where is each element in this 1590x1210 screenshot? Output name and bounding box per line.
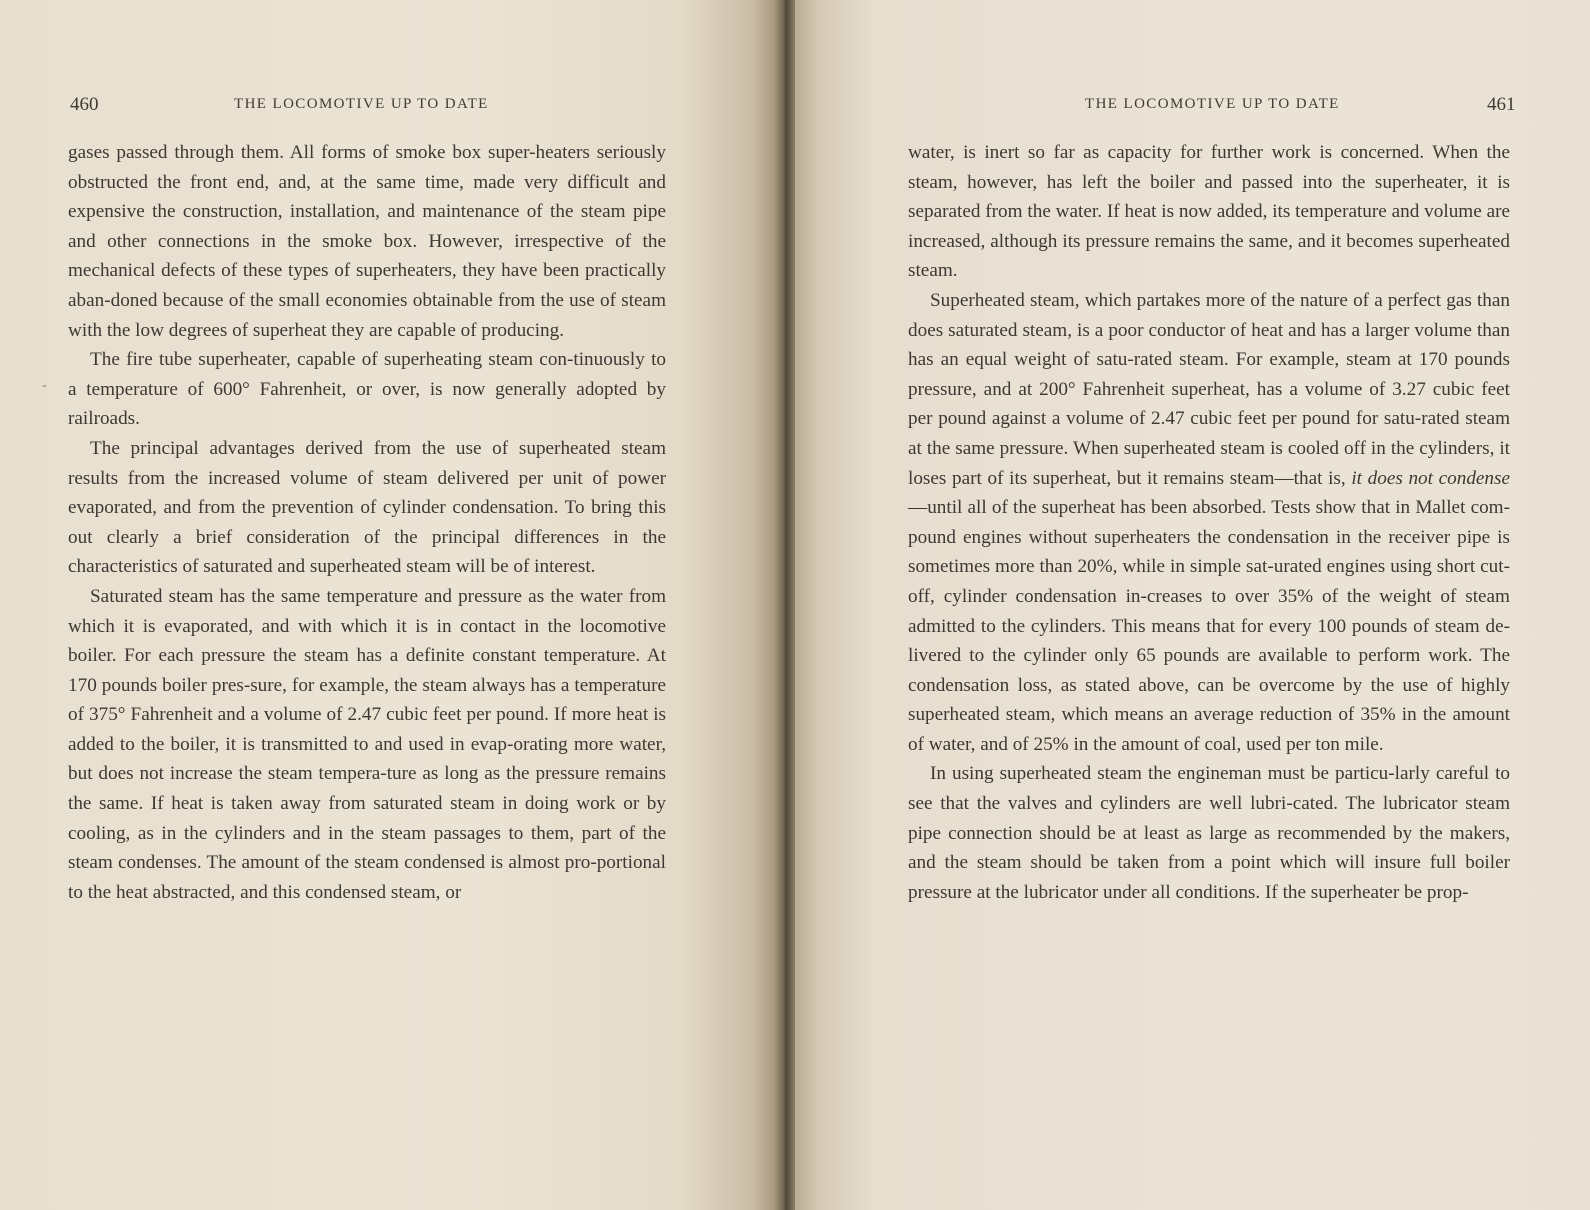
left-paragraph-3: The principal advantages derived from the use of superheated steam results from the increased volume of steam delivered per unit of power evaporated, and from the prevention of cylinder condensation. To bring this out clearly a brief consideration of the principal differences in the characteristics of saturated and superheated steam will be of interest.: [68, 437, 666, 578]
left-paragraph-1: gases passed through them. All forms of smoke box super-heaters seriously obstructed the front end, and, at the same time, made very difficult and expensive the construction, installation, and maintenance of the steam pipe and other connections in the smoke box. However, irrespective of the mechanical defects of these types of superheaters, they have been practically aban-doned because of the small economies obtainable from the use of steam with the low degrees of superheat they are capable of producing.: [68, 142, 666, 341]
right-page: [795, 0, 1590, 1210]
right-paragraph-2-start: Superheated steam, which partakes more of the nature of a perfect gas than does saturated steam, is a poor conductor of heat and has a larger volume than has an equal weight of satu-rated steam. For example, steam at 170 pounds pressure, and at 200° Fahrenheit superheat, has a volume of 3.27 cubic feet per pound against a volume of 2.47 cubic feet per pound for satu-rated steam at the same pressure. When superheated steam is cooled off in the cylinders, it loses part of its superheat, but it remains steam—that is,: [908, 289, 1510, 489]
book-gutter: [775, 0, 795, 1210]
left-paragraph-2: The fire tube superheater, capable of superheating steam con-tinuously to a temperature of 600° Fahrenheit, or over, is now generally adopted by railroads.: [68, 349, 666, 430]
running-head-right: THE LOCOMOTIVE UP TO DATE: [1085, 96, 1340, 112]
right-body-text: [908, 138, 1510, 907]
left-body-text: [68, 138, 666, 907]
italic-emphasis: it does not condense: [1351, 467, 1511, 489]
running-head-left: THE LOCOMOTIVE UP TO DATE: [234, 96, 489, 112]
left-paragraph-4: Saturated steam has the same temperature and pressure as the water from which it is evaporated, and with which it is in contact in the locomotive boiler. For each pressure the steam has a definite constant temperature. At 170 pounds boiler pres-sure, for example, the steam always has a temperature of 375° Fahrenheit and a volume of 2.47 cubic feet per pound. If more heat is added to the boiler, it is transmitted to and used in evap-orating more water, but does not increase the steam tempera-ture as long as the pressure remains the same. If heat is taken away from saturated steam in doing work or by cooling, as in the cylinders and in the steam passages to them, part of the steam condenses. The amount of the steam condensed is almost pro-portional to the heat abstracted, and this condensed steam, or: [68, 585, 666, 903]
right-paragraph-2: [908, 286, 1510, 760]
left-page: [0, 0, 775, 1210]
right-paragraph-1: water, is inert so far as capacity for further work is concerned. When the steam, however, has left the boiler and passed into the superheater, it is separated from the water. If heat is now added, its temperature and volume are increased, although its pressure remains the same, and it becomes superheated steam.: [908, 142, 1510, 282]
margin-dash-mark: -: [42, 378, 47, 393]
right-paragraph-2-end: —until all of the superheat has been absorbed. Tests show that in Mallet com-pound engines without superheaters the condensation in the receiver pipe is sometimes more than 20%, while in simple sat-urated engines using short cut-off, cylinder condensation in-creases to over 35% of the weight of steam admitted to the cylinders. This means that for every 100 pounds of steam de-livered to the cylinder only 65 pounds are available to perform work. The condensation loss, as stated above, can be overcome by the use of highly superheated steam, which means an average reduction of 35% in the amount of water, and of 25% in the amount of coal, used per ton mile.: [908, 497, 1510, 755]
page-number-right: 461: [1487, 94, 1516, 115]
right-paragraph-3: In using superheated steam the engineman must be particu-larly careful to see that the valves and cylinders are well lubri-cated. The lubricator steam pipe connection should be at least as large as recommended by the makers, and the steam should be taken from a point which will insure full boiler pressure at the lubricator under all conditions. If the superheater be prop-: [908, 763, 1510, 903]
page-number-left: 460: [70, 94, 99, 115]
